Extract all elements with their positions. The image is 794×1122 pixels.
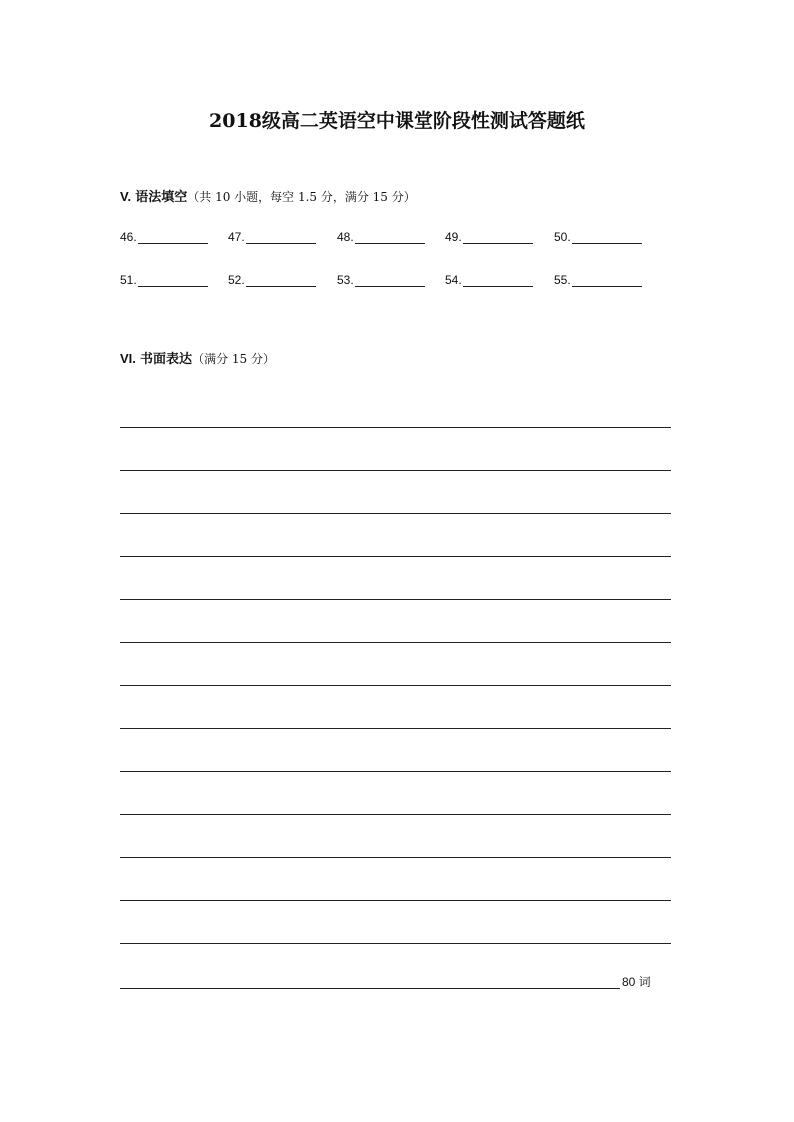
writing-line[interactable] — [120, 470, 671, 471]
writing-line[interactable] — [120, 857, 671, 858]
page-title: 2018级高二英语空中课堂阶段性测试答题纸 — [209, 110, 585, 132]
writing-line[interactable] — [120, 728, 671, 729]
writing-line[interactable] — [120, 943, 671, 944]
answer-blank-54[interactable]: 54. — [445, 273, 533, 287]
answer-blank-46[interactable]: 46. — [120, 230, 208, 244]
word-count-label: 80 词 — [622, 975, 651, 989]
section-6-note: （满分 15 分） — [192, 352, 275, 366]
section-5-name: 语法填空 — [135, 190, 188, 205]
section-5-heading — [120, 186, 416, 205]
writing-line[interactable] — [120, 642, 671, 643]
writing-line[interactable] — [120, 814, 671, 815]
answer-blank-52[interactable]: 52. — [228, 273, 316, 287]
writing-line[interactable] — [120, 685, 671, 686]
answer-blank-48[interactable]: 48. — [337, 230, 425, 244]
writing-line[interactable] — [120, 513, 671, 514]
answer-blank-53[interactable]: 53. — [337, 273, 425, 287]
writing-line[interactable] — [120, 974, 620, 989]
answer-blank-55[interactable]: 55. — [554, 273, 642, 287]
answer-blank-49[interactable]: 49. — [445, 230, 533, 244]
writing-line[interactable] — [120, 599, 671, 600]
section-6-number: VI. — [120, 351, 136, 366]
writing-line[interactable] — [120, 556, 671, 557]
section-5-note: （共 10 小题，每空 1.5 分，满分 15 分） — [187, 190, 416, 204]
section-6-name: 书面表达 — [140, 352, 193, 367]
answer-blank-47[interactable]: 47. — [228, 230, 316, 244]
writing-line[interactable] — [120, 900, 671, 901]
section-6-heading — [120, 348, 275, 367]
writing-last-line — [120, 974, 651, 989]
section-5-number: V. — [120, 189, 132, 204]
writing-line[interactable] — [120, 771, 671, 772]
answer-blank-50[interactable]: 50. — [554, 230, 642, 244]
writing-line[interactable] — [120, 427, 671, 428]
answer-blank-51[interactable]: 51. — [120, 273, 208, 287]
